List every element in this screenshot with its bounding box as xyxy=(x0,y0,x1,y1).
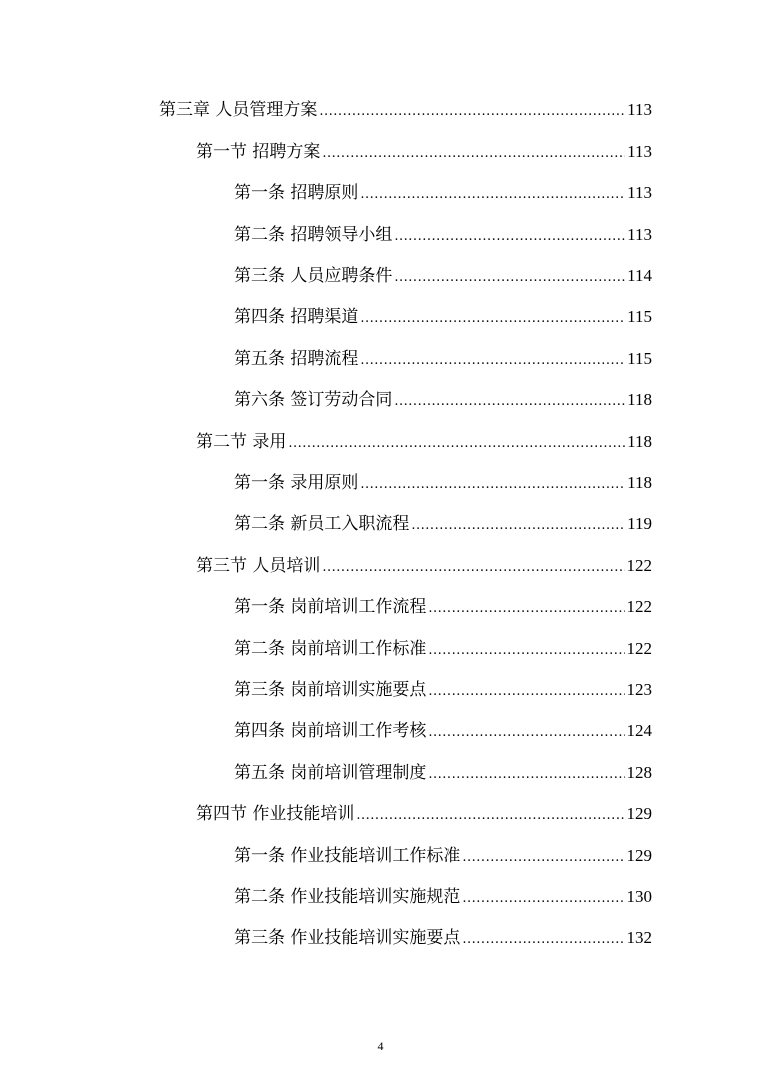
toc-leader-dots xyxy=(428,598,624,620)
toc-entry[interactable] xyxy=(159,99,652,123)
toc-entry-title: 第二条 招聘领导小组 xyxy=(234,225,393,245)
toc-entry-page: 119 xyxy=(627,514,652,533)
toc-entry[interactable] xyxy=(234,389,652,413)
toc-entry[interactable] xyxy=(196,555,652,579)
toc-entry-page: 128 xyxy=(626,763,652,782)
toc-leader-dots xyxy=(462,888,624,910)
toc-leader-dots xyxy=(360,474,625,496)
toc-entry-title: 第二条 岗前培训工作标准 xyxy=(234,639,427,659)
toc-leader-dots xyxy=(360,350,625,372)
toc-leader-dots xyxy=(394,267,625,289)
toc-entry-page: 129 xyxy=(626,804,652,823)
toc-leader-dots xyxy=(288,433,625,455)
toc-entry-page: 113 xyxy=(627,142,652,161)
toc-leader-dots xyxy=(394,391,625,413)
toc-entry-title: 第三条 人员应聘条件 xyxy=(234,266,393,286)
toc-entry-page: 115 xyxy=(627,349,652,368)
toc-entry-title: 第五条 招聘流程 xyxy=(234,349,359,369)
toc-entry-page: 129 xyxy=(626,846,652,865)
toc-leader-dots xyxy=(322,557,624,579)
toc-entry-title: 第三节 人员培训 xyxy=(196,556,321,576)
toc-entry-title: 第三条 岗前培训实施要点 xyxy=(234,680,427,700)
toc-entry[interactable] xyxy=(234,306,652,330)
toc-entry-page: 130 xyxy=(626,887,652,906)
toc-entry[interactable] xyxy=(196,141,652,165)
toc-entry-title: 第一节 招聘方案 xyxy=(196,142,321,162)
toc-entry[interactable] xyxy=(234,720,652,744)
toc-leader-dots xyxy=(428,681,624,703)
toc-leader-dots xyxy=(462,847,624,869)
toc-entry-page: 124 xyxy=(626,721,652,740)
toc-entry-title: 第二条 新员工入职流程 xyxy=(234,514,410,534)
toc-entry[interactable] xyxy=(234,224,652,248)
toc-leader-dots xyxy=(411,515,625,537)
toc-entry-page: 122 xyxy=(626,556,652,575)
toc-entry-title: 第四条 招聘渠道 xyxy=(234,307,359,327)
toc-leader-dots xyxy=(428,722,624,744)
toc-entry-title: 第三章 人员管理方案 xyxy=(159,100,318,120)
toc-entry-title: 第四条 岗前培训工作考核 xyxy=(234,721,427,741)
toc-entry-page: 118 xyxy=(627,473,652,492)
toc-entry-title: 第一条 岗前培训工作流程 xyxy=(234,597,427,617)
toc-leader-dots xyxy=(428,640,624,662)
toc-entry-title: 第二节 录用 xyxy=(196,432,287,452)
toc-entry-title: 第一条 录用原则 xyxy=(234,473,359,493)
toc-entry-title: 第一条 招聘原则 xyxy=(234,183,359,203)
toc-entry[interactable] xyxy=(234,927,652,951)
toc-entry-title: 第六条 签订劳动合同 xyxy=(234,390,393,410)
toc-leader-dots xyxy=(322,143,625,165)
toc-entry-page: 114 xyxy=(627,266,652,285)
page-number: 4 xyxy=(377,1039,384,1053)
toc-leader-dots xyxy=(360,308,625,330)
toc-leader-dots xyxy=(356,805,624,827)
toc-entry[interactable] xyxy=(234,596,652,620)
toc-entry[interactable] xyxy=(234,472,652,496)
toc-entry-title: 第五条 岗前培训管理制度 xyxy=(234,763,427,783)
toc-entry-page: 123 xyxy=(626,680,652,699)
toc-entry-title: 第四节 作业技能培训 xyxy=(196,804,355,824)
toc-entry[interactable] xyxy=(234,679,652,703)
toc-entry[interactable] xyxy=(234,886,652,910)
toc-entry-page: 118 xyxy=(627,390,652,409)
toc-entry[interactable] xyxy=(196,803,652,827)
toc-entry-title: 第三条 作业技能培训实施要点 xyxy=(234,928,461,948)
toc-entry-page: 122 xyxy=(626,597,652,616)
toc-entry-page: 132 xyxy=(626,928,652,947)
toc-entry[interactable] xyxy=(234,513,652,537)
toc-entry-page: 113 xyxy=(627,100,652,119)
toc-entry-page: 122 xyxy=(626,639,652,658)
toc-entry-page: 115 xyxy=(627,307,652,326)
toc-entry[interactable] xyxy=(234,265,652,289)
toc-entry[interactable] xyxy=(234,845,652,869)
toc-entry-page: 113 xyxy=(627,225,652,244)
toc-entry-title: 第一条 作业技能培训工作标准 xyxy=(234,846,461,866)
toc-leader-dots xyxy=(360,184,625,206)
toc-leader-dots xyxy=(319,101,625,123)
toc-entry[interactable] xyxy=(234,348,652,372)
toc-leader-dots xyxy=(394,226,625,248)
toc-entry-page: 118 xyxy=(627,432,652,451)
toc-leader-dots xyxy=(428,764,624,786)
toc-entry[interactable] xyxy=(234,638,652,662)
toc-entry-page: 113 xyxy=(627,183,652,202)
toc-leader-dots xyxy=(462,929,624,951)
toc-entry[interactable] xyxy=(234,182,652,206)
toc-entry[interactable] xyxy=(234,762,652,786)
toc-entry[interactable] xyxy=(196,431,652,455)
toc-entry-title: 第二条 作业技能培训实施规范 xyxy=(234,887,461,907)
